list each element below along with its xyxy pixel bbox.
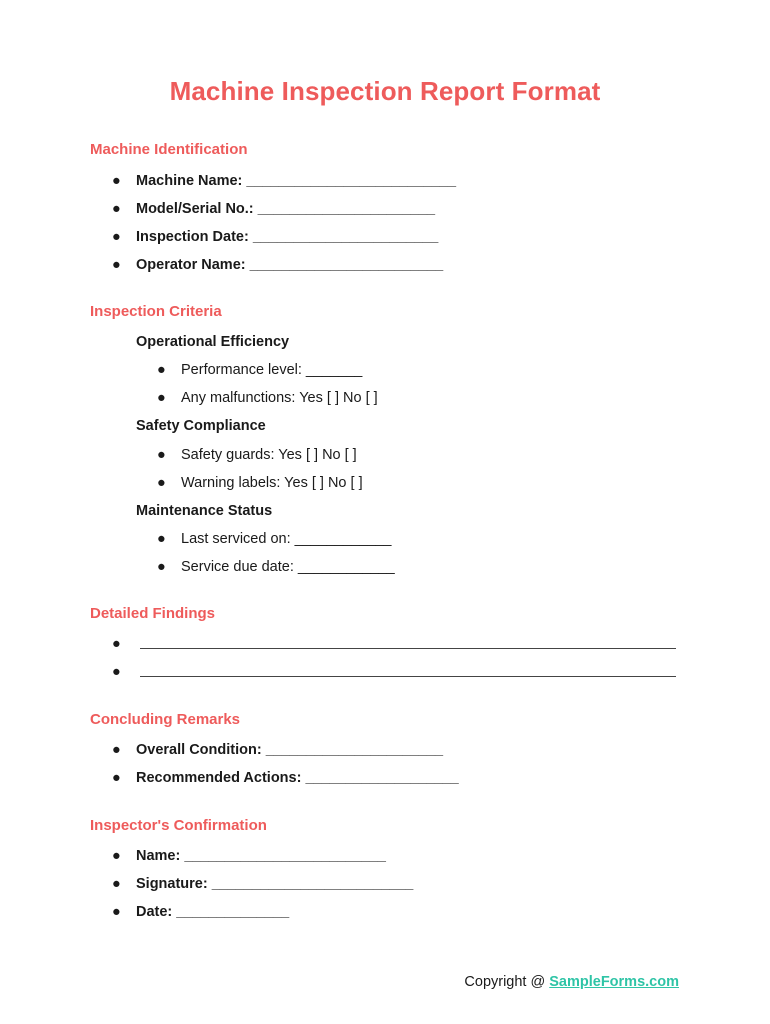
bullet-icon: ● [112,876,121,892]
bullet-icon: ● [112,229,121,245]
bullet-icon: ● [157,390,166,406]
bullet-icon: ● [112,742,121,758]
findings-line-1 [112,635,682,653]
list-item-inspection-date: ● Inspection Date: _______________________ [112,229,439,245]
list-item-warning-labels: ● Warning labels: Yes [ ] No [ ] [157,475,363,491]
copyright-prefix: Copyright @ [464,974,550,990]
list-item-model-serial: ● Model/Serial No.: ______________________ [112,201,436,217]
findings-line-2 [112,663,682,681]
bullet-icon: ● [112,848,121,864]
bullet-icon: ● [112,201,121,217]
section-title-inspection-criteria: Inspection Criteria [90,303,222,320]
bullet-icon: ● [112,770,121,786]
bullet-icon: ● [112,257,121,273]
bullet-icon: ● [157,559,166,575]
bullet-icon: ● [112,173,121,189]
bullet-icon: ● [157,362,166,378]
section-title-machine-identification: Machine Identification [90,141,248,158]
list-item-machine-name: ● Machine Name: __________________________ [112,173,457,189]
list-item-service-due: ● Service due date: ____________ [157,559,395,575]
bullet-icon: ● [112,664,121,680]
subheading-maintenance-status: Maintenance Status [136,503,273,519]
subheading-operational-efficiency: Operational Efficiency [136,334,290,350]
bullet-icon: ● [157,475,166,491]
bullet-icon: ● [157,447,166,463]
section-title-inspector-confirmation: Inspector's Confirmation [90,817,267,834]
list-item-signature: ● Signature: _________________________ [112,876,414,892]
bullet-icon: ● [157,531,166,547]
section-title-detailed-findings: Detailed Findings [90,605,216,622]
list-item-name: ● Name: _________________________ [112,848,386,864]
list-item-performance-level: ● Performance level: _______ [157,362,363,378]
page-title: Machine Inspection Report Format [169,76,601,106]
list-item-overall-condition: ● Overall Condition: ______________________ [112,742,444,758]
blank-line [140,648,676,649]
copyright [464,974,679,990]
section-title-concluding-remarks: Concluding Remarks [90,711,241,728]
list-item-operator-name: ● Operator Name: ________________________ [112,257,444,273]
bullet-icon: ● [112,636,121,652]
list-item-date: ● Date: ______________ [112,904,290,920]
bullet-icon: ● [112,904,121,920]
subheading-safety-compliance: Safety Compliance [136,418,266,434]
blank-line [140,676,676,677]
brand-link[interactable]: SampleForms.com [549,974,679,990]
list-item-safety-guards: ● Safety guards: Yes [ ] No [ ] [157,447,357,463]
list-item-malfunctions: ● Any malfunctions: Yes [ ] No [ ] [157,390,378,406]
list-item-recommended-actions: ● Recommended Actions: ___________________ [112,770,459,786]
list-item-last-serviced: ● Last serviced on: ____________ [157,531,392,547]
